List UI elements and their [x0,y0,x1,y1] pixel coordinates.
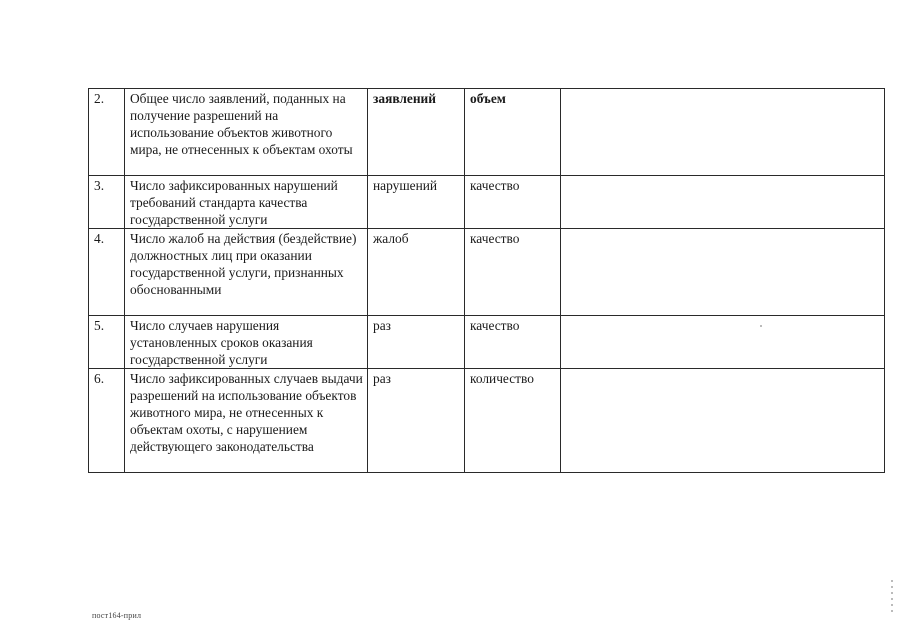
indicators-table [88,88,885,473]
table-row [89,89,885,176]
table-row [89,229,885,316]
indicator-type: объем [465,89,561,176]
unit-of-measure: заявлений [368,89,465,176]
unit-of-measure: нарушений [368,176,465,229]
indicator-type: качество [465,176,561,229]
footer-filename: пост164-прил [92,611,142,620]
row-number: 3. [89,176,125,229]
indicator-name: Общее число заявлений, поданных на получение разрешений на использование объектов животного мира, не отнесенных к объектам охоты [125,89,368,176]
scan-margin-mark [891,580,893,616]
indicator-type: качество [465,316,561,369]
indicator-name: Число зафиксированных случаев выдачи разрешений на использование объектов животного мира, не отнесенных к объектам охоты, с нарушением действующего законодательства [125,369,368,473]
table-row [89,176,885,229]
indicator-name: Число жалоб на действия (бездействие) должностных лиц при оказании государственной услуги, признанных обоснованными [125,229,368,316]
row-number: 5. [89,316,125,369]
indicator-value [561,89,885,176]
indicator-value [561,229,885,316]
unit-of-measure: раз [368,316,465,369]
indicator-type: количество [465,369,561,473]
unit-of-measure: раз [368,369,465,473]
row-number: 4. [89,229,125,316]
scan-speck [760,325,762,327]
unit-of-measure: жалоб [368,229,465,316]
row-number: 2. [89,89,125,176]
table-row [89,316,885,369]
row-number: 6. [89,369,125,473]
indicator-name: Число зафиксированных нарушений требований стандарта качества государственной услуги [125,176,368,229]
indicator-value [561,369,885,473]
table-row [89,369,885,473]
indicator-name: Число случаев нарушения установленных сроков оказания государственной услуги [125,316,368,369]
indicator-type: качество [465,229,561,316]
indicator-value [561,316,885,369]
indicator-value [561,176,885,229]
